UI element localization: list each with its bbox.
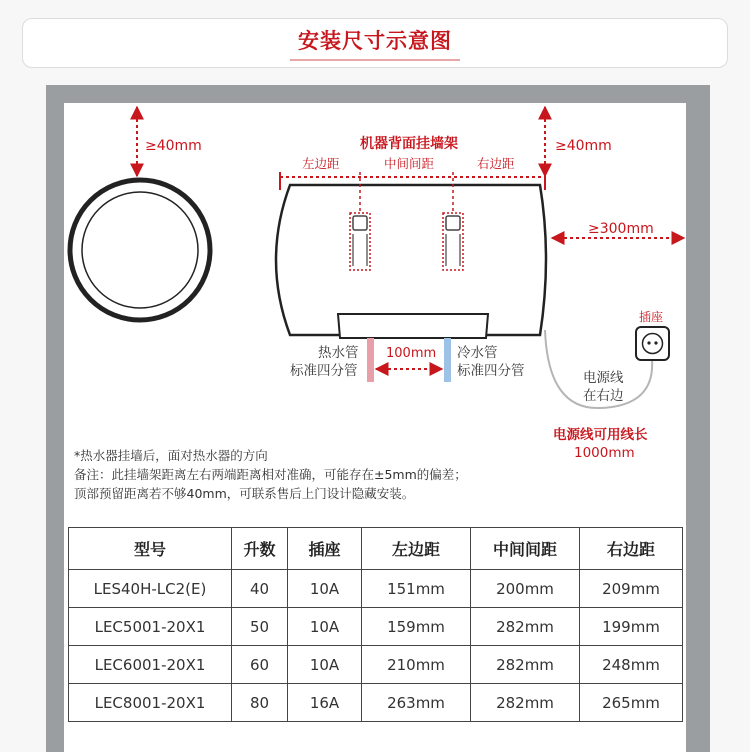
header-right-margin: 右边距 (580, 528, 683, 570)
cold-water-pipe (444, 338, 451, 382)
wall-bracket-right (443, 213, 463, 270)
center-spacing-label: 中间间距 (384, 156, 435, 171)
spec-table (68, 527, 683, 722)
table-row (69, 646, 683, 684)
header-socket: 插座 (288, 528, 362, 570)
page-title: 安装尺寸示意图 (290, 25, 460, 61)
table-row (69, 570, 683, 608)
left-margin-label: 左边距 (302, 156, 340, 171)
cord-length-label-1: 电源线可用线长 (553, 427, 648, 443)
hot-water-pipe (367, 338, 374, 382)
cell-model: LEC6001-20X1 (69, 646, 232, 684)
power-cord-label-2: 在右边 (583, 388, 624, 404)
power-cord-label-1: 电源线 (583, 370, 624, 386)
cell-left-margin: 210mm (362, 646, 471, 684)
cell-center-spacing: 200mm (471, 570, 580, 608)
cell-capacity: 80 (232, 684, 288, 722)
hot-pipe-label: 热水管 (318, 345, 359, 361)
header-center-spacing: 中间间距 (471, 528, 580, 570)
cell-left-margin: 159mm (362, 608, 471, 646)
heater-front-body (276, 185, 546, 335)
table-row (69, 684, 683, 722)
cell-center-spacing: 282mm (471, 646, 580, 684)
cell-socket: 16A (288, 684, 362, 722)
pipe-spacing-label: 100mm (386, 346, 437, 361)
cell-right-margin: 248mm (580, 646, 683, 684)
cell-center-spacing: 282mm (471, 684, 580, 722)
installation-notes (74, 446, 467, 503)
cold-pipe-label: 冷水管 (457, 345, 498, 361)
top-clearance-left-label: ≥40mm (145, 138, 202, 154)
cold-pipe-spec-label: 标准四分管 (457, 363, 525, 379)
header-capacity: 升数 (232, 528, 288, 570)
cord-length-label-2: 1000mm (574, 445, 635, 461)
side-clearance-label: ≥300mm (588, 221, 654, 237)
cell-left-margin: 263mm (362, 684, 471, 722)
cell-model: LES40H-LC2(E) (69, 570, 232, 608)
cell-capacity: 50 (232, 608, 288, 646)
cell-model: LEC5001-20X1 (69, 608, 232, 646)
cell-right-margin: 199mm (580, 608, 683, 646)
cell-capacity: 60 (232, 646, 288, 684)
cell-model: LEC8001-20X1 (69, 684, 232, 722)
heater-base (338, 314, 488, 338)
socket-label: 插座 (639, 310, 664, 324)
cell-socket: 10A (288, 608, 362, 646)
heater-side-view (70, 180, 210, 320)
note-line: 顶部预留距离若不够40mm，可联系售后上门设计隐藏安装。 (74, 486, 415, 501)
right-margin-label: 右边距 (477, 156, 515, 171)
table-row (69, 608, 683, 646)
cell-right-margin: 265mm (580, 684, 683, 722)
table-header-row (69, 528, 683, 570)
header-left-margin: 左边距 (362, 528, 471, 570)
header-model: 型号 (69, 528, 232, 570)
socket-icon (636, 327, 669, 360)
wall-bracket-left (350, 213, 370, 270)
cell-center-spacing: 282mm (471, 608, 580, 646)
note-line: *热水器挂墙后，面对热水器的方向 (74, 448, 268, 463)
bracket-title-label: 机器背面挂墙架 (360, 136, 458, 152)
cell-socket: 10A (288, 646, 362, 684)
cell-left-margin: 151mm (362, 570, 471, 608)
hot-pipe-spec-label: 标准四分管 (290, 363, 358, 379)
cell-right-margin: 209mm (580, 570, 683, 608)
note-line: 备注：此挂墙架距离左右两端距离相对准确，可能存在±5mm的偏差； (74, 467, 467, 482)
cell-capacity: 40 (232, 570, 288, 608)
top-clearance-right-label: ≥40mm (555, 138, 612, 154)
cell-socket: 10A (288, 570, 362, 608)
